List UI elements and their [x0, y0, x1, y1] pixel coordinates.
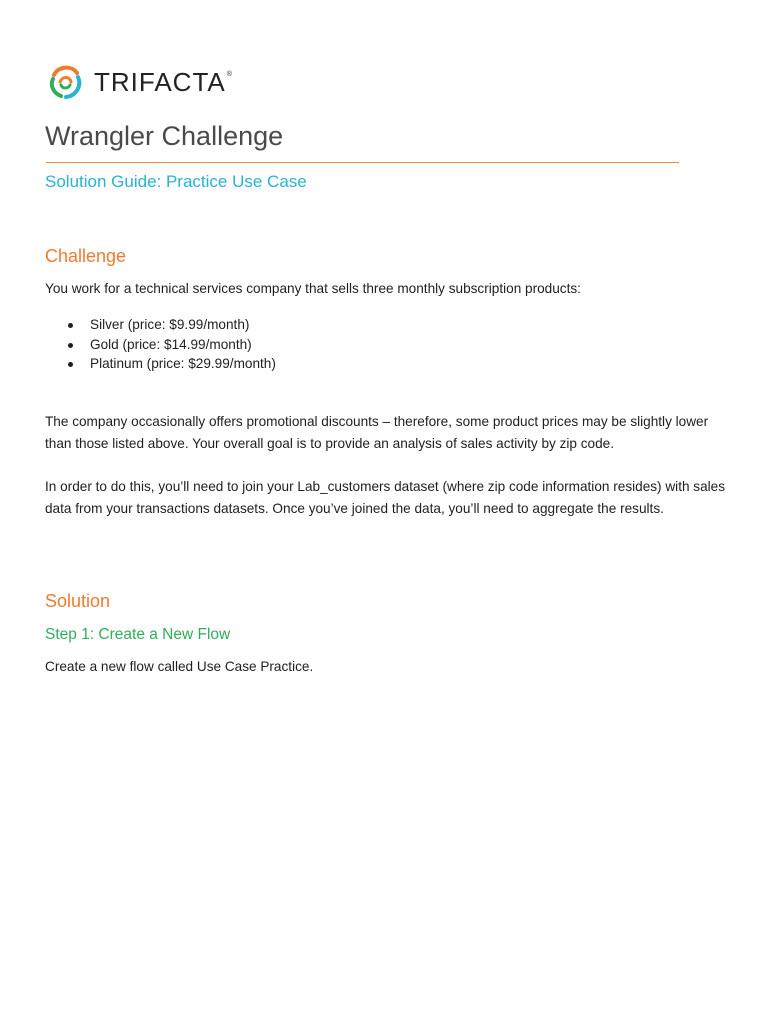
challenge-paragraph-join: In order to do this, you’ll need to join your Lab_customers dataset (where zip code information resides) with sales data from your transactions datasets. Once you’ve joined the data, you’ll need to aggregate the results. [45, 479, 726, 516]
list-item [45, 335, 276, 355]
list-item [45, 315, 276, 335]
document-title: Wrangler Challenge [45, 121, 284, 151]
challenge-heading: Challenge [45, 246, 127, 266]
product-list [45, 315, 276, 374]
product-platinum: Platinum (price: $29.99/month) [90, 356, 276, 371]
bullet-icon [68, 343, 73, 348]
list-item [45, 354, 276, 374]
bullet-icon [68, 362, 73, 367]
challenge-paragraph-discounts: The company occasionally offers promotional discounts – therefore, some product prices may be slightly lower than those listed above. Your overall goal is to provide an analysis of sales activity by zip code. [45, 414, 709, 451]
document-subtitle: Solution Guide: Practice Use Case [45, 172, 307, 191]
product-silver: Silver (price: $9.99/month) [90, 317, 250, 332]
trifacta-mark-icon [48, 63, 84, 101]
step1-heading: Step 1: Create a New Flow [45, 626, 231, 643]
product-gold: Gold (price: $14.99/month) [90, 336, 252, 352]
solution-heading: Solution [45, 591, 111, 611]
step1-text: Create a new flow called Use Case Practice. [45, 659, 314, 674]
trifacta-logo [48, 63, 233, 101]
logo-wordmark: TRIFACTA® [94, 67, 233, 97]
challenge-intro: You work for a technical services company that sells three monthly subscription products: [45, 281, 581, 296]
trademark-symbol: ® [226, 71, 233, 78]
bullet-icon [68, 323, 73, 328]
title-divider [46, 162, 679, 163]
